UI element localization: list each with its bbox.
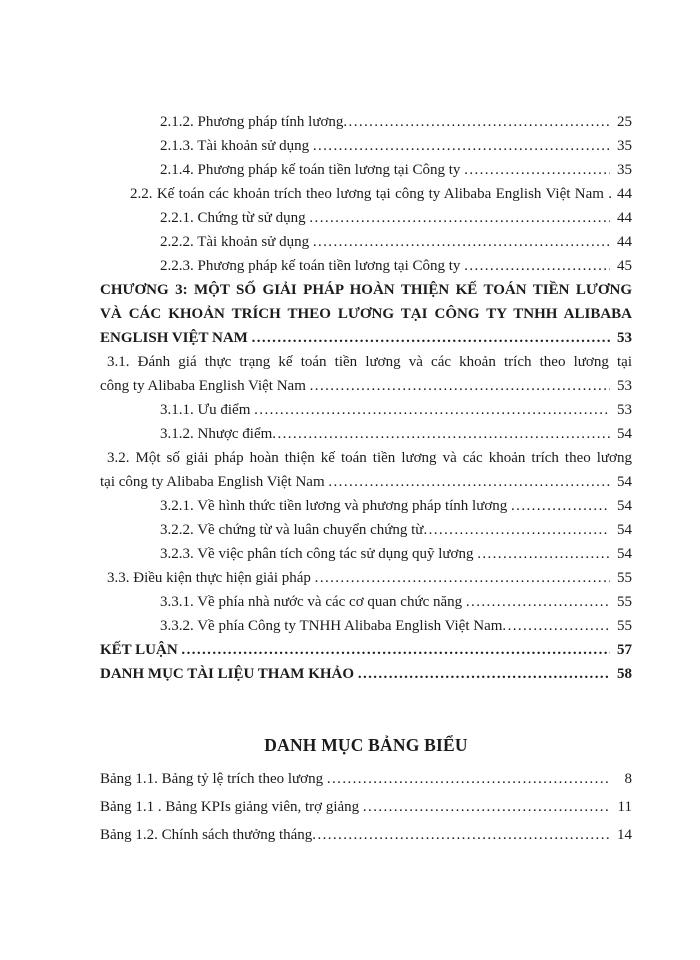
dot-leader [502,614,610,638]
toc-entry-text: 3.1.2. Nhược điểm [160,426,273,442]
toc-entry-text: 2.2.2. Tài khoản sử dụng [160,234,313,250]
toc-entry-text: 3.2.3. Về việc phân tích công tác sử dụng quỹ lương [160,546,478,562]
table-entry [100,793,632,821]
toc-entry [100,398,632,422]
toc-entry [100,206,632,230]
toc-list [100,110,632,686]
toc-entry [100,470,632,494]
toc-entry [100,638,632,662]
page-number: 35 [617,162,632,178]
page-number: 55 [617,618,632,634]
toc-entry [100,158,632,182]
toc-entry [100,662,632,686]
page-number: 54 [617,546,632,562]
toc-entry [100,110,632,134]
section-title: DANH MỤC BẢNG BIỂU [264,735,468,755]
toc-entry-text: 2.2.3. Phương pháp kế toán tiền lương tại Công ty [160,258,465,274]
toc-entry [100,230,632,254]
toc-entry-text: DANH MỤC TÀI LIỆU THAM KHẢO [100,666,358,682]
dot-leader [511,494,610,518]
toc-entry-text: KẾT LUẬN [100,642,182,658]
dot-leader [312,821,610,849]
page-number: 53 [617,402,632,418]
table-list [100,765,632,849]
page-number: 35 [617,138,632,154]
toc-entry-text: tại công ty Alibaba English Việt Nam [100,474,329,490]
toc-entry [100,374,632,398]
toc-entry-text: 3.2.1. Về hình thức tiền lương và phương pháp tính lương [160,498,512,514]
page-number: 45 [617,258,632,274]
dot-leader [310,374,610,398]
toc-entry-text: 3.2.2. Về chứng từ và luân chuyển chứng từ [160,522,424,538]
table-entry-text: Bảng 1.1 . Bảng KPIs giảng viên, trợ giảng [100,799,363,815]
dot-leader [464,158,610,182]
page-number: 54 [617,522,632,538]
dot-leader [477,542,610,566]
toc-entry: 3.2. Một số giải pháp hoàn thiện kế toán tiền lương và các khoản trích theo lương [107,450,632,466]
page-number: 44 [617,234,632,250]
toc-entry [100,326,632,350]
toc-entry [100,542,632,566]
toc-entry-text: 3.1.1. Ưu điểm [160,402,255,418]
toc-entry [100,566,632,590]
toc-entry-text: 2.1.3. Tài khoản sử dụng [160,138,313,154]
toc-entry-text: 3.3. Điều kiện thực hiện giải pháp [107,570,315,586]
page-number: 54 [617,426,632,442]
dot-leader [309,206,610,230]
toc-entry-text: 3.3.1. Về phía nhà nước và các cơ quan chức năng [160,594,466,610]
toc-entry [100,518,632,542]
toc-entry-text: 2.1.4. Phương pháp kế toán tiền lương tại Công ty [160,162,465,178]
dot-leader [313,134,610,158]
page-number: 53 [617,378,632,394]
toc-entry [100,134,632,158]
toc-entry-text: ENGLISH VIỆT NAM [100,330,252,346]
toc-entry [100,590,632,614]
dot-leader [464,254,610,278]
dot-leader [315,566,610,590]
toc-entry-text: 2.2.1. Chứng từ sử dụng [160,210,310,226]
dot-leader [272,422,610,446]
dot-leader [363,793,610,821]
dot-leader [466,590,610,614]
table-entry-text: Bảng 1.1. Bảng tỷ lệ trích theo lương [100,771,327,787]
toc-entry [100,614,632,638]
page-number: 54 [617,474,632,490]
dot-leader [343,110,610,134]
toc-entry-text: công ty Alibaba English Việt Nam [100,378,310,394]
toc-entry [100,254,632,278]
page-number: 57 [617,642,632,658]
dot-leader [313,230,610,254]
page-number: 53 [617,330,632,346]
toc-entry-text: 2.2. Kế toán các khoản trích theo lương tại công ty Alibaba English Việt Nam . [130,186,612,202]
page-number: 58 [617,666,632,682]
toc-entry: 3.1. Đánh giá thực trạng kế toán tiền lương và các khoản trích theo lương tại [107,354,632,370]
page-number: 55 [617,594,632,610]
dot-leader [358,662,610,686]
page-number: 25 [617,114,632,130]
page-number: 55 [617,570,632,586]
table-entry [100,821,632,849]
toc-entry-text: 2.1.2. Phương pháp tính lương [160,114,344,130]
dot-leader [254,398,610,422]
toc-entry: CHƯƠNG 3: MỘT SỐ GIẢI PHÁP HOÀN THIỆN KẾ TOÁN TIỀN LƯƠNG [100,282,632,298]
page-number: 44 [617,186,632,202]
dot-leader [181,638,610,662]
page-number: 11 [617,799,632,815]
page-number: 44 [617,210,632,226]
page-number: 54 [617,498,632,514]
toc-entry [100,182,632,206]
table-entry-text: Bảng 1.2. Chính sách thưởng tháng [100,827,313,843]
page-number: 8 [624,771,632,787]
toc-entry [100,494,632,518]
dot-leader [423,518,610,542]
toc-entry [100,422,632,446]
dot-leader [328,470,610,494]
toc-entry-text: 3.3.2. Về phía Công ty TNHH Alibaba English Việt Nam [160,618,503,634]
dot-leader [327,765,610,793]
page-number: 14 [617,827,632,843]
toc-entry: VÀ CÁC KHOẢN TRÍCH THEO LƯƠNG TẠI CÔNG TY TNHH ALIBABA [100,306,632,322]
table-entry [100,765,632,793]
dot-leader [252,326,610,350]
